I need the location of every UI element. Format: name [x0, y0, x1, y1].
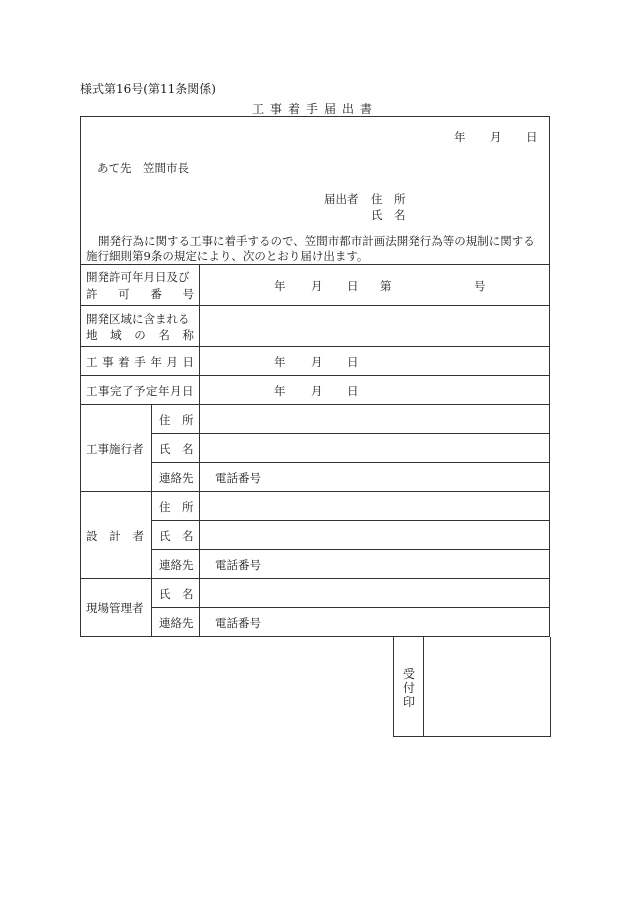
applicant-name-label: 氏 名	[371, 208, 406, 222]
permit-label-line1: 開発許可年月日及び	[86, 270, 190, 284]
contractor-phone-label: 電話番号	[215, 471, 261, 485]
completion-year: 年	[274, 384, 286, 398]
addressee: あて先 笠間市長	[97, 161, 189, 175]
designer-phone-label: 電話番号	[215, 558, 261, 572]
date-year: 年	[454, 130, 466, 144]
start-year: 年	[274, 355, 286, 369]
permit-go: 号	[474, 279, 486, 293]
permit-day: 日	[347, 279, 359, 293]
area-label-line2: 地 域 の 名 称	[86, 328, 194, 342]
applicant-label: 届出者	[324, 192, 359, 206]
form-table	[80, 116, 550, 637]
completion-day: 日	[347, 384, 359, 398]
start-label: 工 事 着 手 年 月 日	[86, 355, 194, 369]
area-label-line1: 開発区域に含まれる	[86, 312, 190, 326]
contractor-label: 工事施行者	[86, 442, 144, 456]
start-month: 月	[311, 355, 323, 369]
site-manager-contact-label: 連絡先	[159, 616, 194, 630]
designer-contact-label: 連絡先	[159, 558, 194, 572]
site-manager-phone-label: 電話番号	[215, 616, 261, 630]
contractor-name-label: 氏 名	[159, 442, 194, 456]
date-day: 日	[526, 130, 538, 144]
designer-label: 設 計 者	[86, 529, 144, 543]
completion-month: 月	[311, 384, 323, 398]
designer-name-label: 氏 名	[159, 529, 194, 543]
permit-dai: 第	[380, 279, 392, 293]
receipt-label: 受 付 印	[402, 667, 415, 709]
site-manager-name-label: 氏 名	[159, 587, 194, 601]
applicant-address-label: 住 所	[371, 192, 406, 206]
contractor-contact-label: 連絡先	[159, 471, 194, 485]
start-day: 日	[347, 355, 359, 369]
permit-label-line2: 許 可 番 号	[86, 287, 194, 301]
completion-label: 工事完了予定年月日	[86, 384, 194, 398]
designer-address-label: 住 所	[159, 500, 194, 514]
receipt-stamp-box	[393, 637, 551, 737]
notice-text: 開発行為に関する工事に着手するので、笠間市都市計画法開発行為等の規制に関する施行細則第9条の規定により、次のとおり届け出ます。	[86, 234, 535, 263]
date-month: 月	[490, 130, 502, 144]
contractor-address-label: 住 所	[159, 413, 194, 427]
permit-month: 月	[311, 279, 323, 293]
form-number: 様式第16号(第11条関係)	[80, 82, 216, 96]
permit-year: 年	[274, 279, 286, 293]
site-manager-label: 現場管理者	[86, 601, 144, 615]
form-title: 工事着手届出書	[251, 102, 378, 116]
